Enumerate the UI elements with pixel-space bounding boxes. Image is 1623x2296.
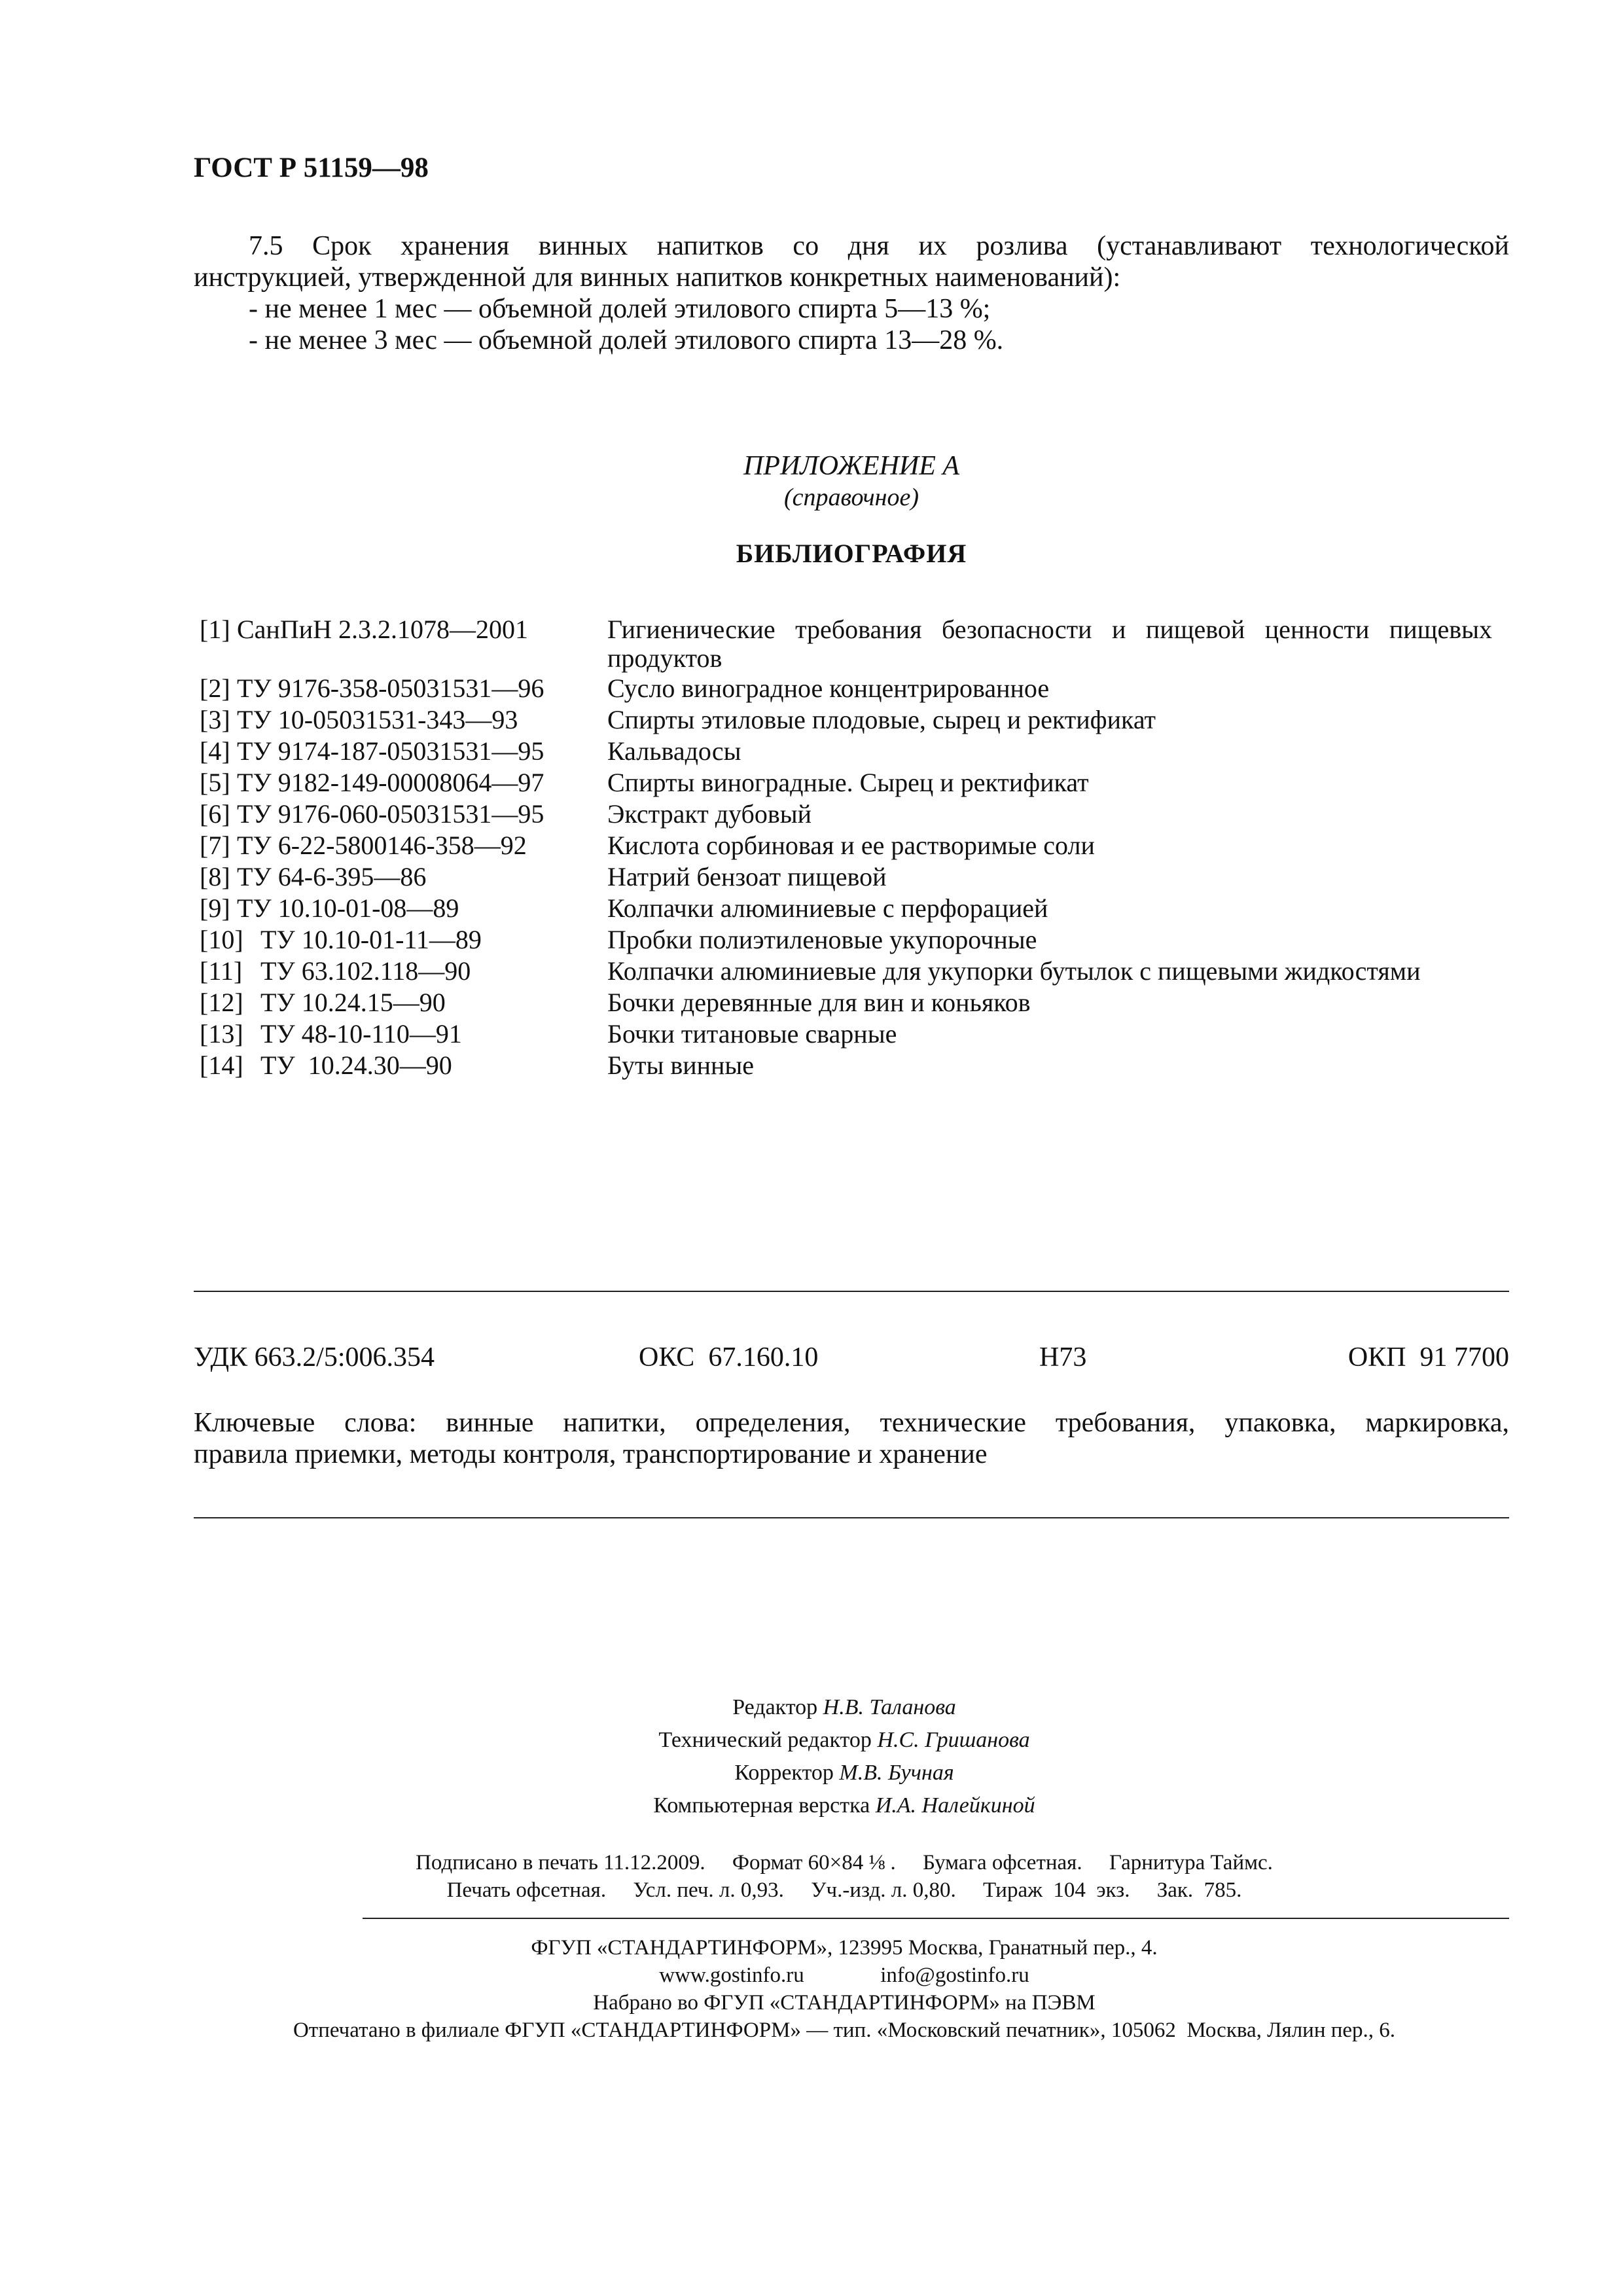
bib-title: Спирты этиловые плодовые, сырец и ректификат <box>607 705 1156 734</box>
bib-number: [7] <box>200 831 230 860</box>
standard-code: ГОСТ Р 51159—98 <box>194 152 429 183</box>
bib-title-continuation: продуктов <box>607 643 722 673</box>
bib-title: Пробки полиэтиленовые укупорочные <box>607 925 1037 954</box>
clause-7-5-line-2: инструкцией, утвержденной для винных напитков конкретных наименований): <box>194 262 1121 293</box>
bib-title: Сусло виноградное концентрированное <box>607 673 1050 703</box>
bib-number: [13] <box>200 1019 243 1049</box>
divider-rule <box>363 1918 1509 1919</box>
group-code: Н73 <box>1039 1342 1087 1372</box>
imprint-line-2: Печать офсетная. Усл. печ. л. 0,93. Уч.-изд. л. 0,80. Тираж 104 экз. Зак. 785. <box>446 1878 1242 1902</box>
bib-number: [14] <box>200 1050 243 1080</box>
bib-reference: ТУ 10.10-01-11—89 <box>260 925 482 954</box>
bib-title: Спирты виноградные. Сырец и ректификат <box>607 768 1089 797</box>
divider-rule <box>194 1291 1509 1292</box>
credit-person: Н.В. Таланова <box>823 1695 956 1719</box>
appendix-subtitle: (справочное) <box>783 484 919 511</box>
bib-number: [11] <box>200 956 243 986</box>
bib-reference: ТУ 6-22-5800146-358—92 <box>237 831 527 860</box>
credit-corrector <box>0 1761 1623 1785</box>
divider-rule <box>194 1517 1509 1518</box>
keywords-line-1: Ключевые слова: винные напитки, определения, технические требования, упаковка, маркировка, <box>194 1408 1509 1438</box>
credit-role: Технический редактор <box>658 1728 872 1752</box>
credit-role: Редактор <box>732 1695 818 1719</box>
clause-7-5-item-2: - не менее 3 мес — объемной долей этилового спирта 13—28 %. <box>249 325 1004 355</box>
credit-role: Компьютерная верстка <box>653 1793 870 1818</box>
keywords-line-2: правила приемки, методы контроля, транспортирование и хранение <box>194 1439 988 1469</box>
bib-title: Бочки деревянные для вин и коньяков <box>607 988 1031 1017</box>
publisher-email: info@gostinfo.ru <box>880 1964 1029 1987</box>
bib-reference: ТУ 9176-060-05031531—95 <box>237 799 544 829</box>
bib-title: Экстракт дубовый <box>607 799 812 829</box>
credit-person: Н.С. Гришанова <box>877 1728 1030 1752</box>
printed-note: Отпечатано в филиале ФГУП «СТАНДАРТИНФОРМ» — тип. «Московский печатник», 105062 Москва, Лялин пер., 6. <box>293 2018 1396 2042</box>
credit-role: Корректор <box>734 1761 834 1785</box>
bib-title: Кислота сорбиновая и ее растворимые соли <box>607 831 1095 860</box>
bib-reference: СанПиН 2.3.2.1078—2001 <box>237 615 529 644</box>
bib-reference: ТУ 9174-187-05031531—95 <box>237 736 544 766</box>
bib-reference: ТУ 63.102.118—90 <box>260 956 471 986</box>
clause-7-5-item-1: - не менее 1 мес — объемной долей этилового спирта 5—13 %; <box>249 294 991 324</box>
credit-editor <box>0 1695 1623 1720</box>
bib-number: [10] <box>200 925 243 954</box>
credit-person: М.В. Бучная <box>839 1761 954 1785</box>
bib-reference: ТУ 10-05031531-343—93 <box>237 705 518 734</box>
bib-reference: ТУ 9176-358-05031531—96 <box>237 673 544 703</box>
bib-number: [4] <box>200 736 230 766</box>
bib-title: Кальвадосы <box>607 736 741 766</box>
bib-reference: ТУ 10.24.15—90 <box>260 988 446 1017</box>
bib-title: Бочки титановые сварные <box>607 1019 897 1049</box>
udk-code: УДК 663.2/5:006.354 <box>194 1342 435 1372</box>
publisher-website: www.gostinfo.ru <box>659 1964 804 1987</box>
bib-title: Колпачки алюминиевые для укупорки бутылок с пищевыми жидкостями <box>607 956 1421 986</box>
bib-number: [12] <box>200 988 243 1017</box>
oks-code: ОКС 67.160.10 <box>639 1342 819 1372</box>
bib-number: [2] <box>200 673 230 703</box>
bibliography-heading: БИБЛИОГРАФИЯ <box>736 539 967 568</box>
bib-title: Гигиенические требования безопасности и пищевой ценности пищевых <box>607 615 1492 644</box>
bib-number: [9] <box>200 893 230 923</box>
appendix-title: ПРИЛОЖЕНИЕ А <box>743 451 960 481</box>
bib-number: [6] <box>200 799 230 829</box>
publisher-address: ФГУП «СТАНДАРТИНФОРМ», 123995 Москва, Гранатный пер., 4. <box>531 1936 1158 1960</box>
bib-title: Натрий бензоат пищевой <box>607 862 887 891</box>
publisher-contacts <box>0 1964 1623 1988</box>
bib-title: Колпачки алюминиевые с перфорацией <box>607 893 1048 923</box>
okp-code: ОКП 91 7700 <box>1347 1342 1509 1372</box>
bib-title: Буты винные <box>607 1050 755 1080</box>
bib-number: [1] <box>200 615 230 644</box>
bib-reference: ТУ 10.10-01-08—89 <box>237 893 459 923</box>
bib-number: [8] <box>200 862 230 891</box>
credit-layout <box>0 1793 1623 1818</box>
bib-number: [3] <box>200 705 230 734</box>
credit-person: И.А. Налейкиной <box>875 1793 1035 1818</box>
typeset-note: Набрано во ФГУП «СТАНДАРТИНФОРМ» на ПЭВМ <box>593 1991 1096 2015</box>
credit-tech-editor <box>0 1728 1623 1753</box>
bib-reference: ТУ 48-10-110—91 <box>260 1019 462 1049</box>
bib-number: [5] <box>200 768 230 797</box>
bib-reference: ТУ 9182-149-00008064—97 <box>237 768 544 797</box>
imprint-line-1: Подписано в печать 11.12.2009. Формат 60×84 ⅛ . Бумага офсетная. Гарнитура Таймс. <box>416 1851 1273 1874</box>
bib-reference: ТУ 64-6-395—86 <box>237 862 427 891</box>
bib-reference: ТУ 10.24.30—90 <box>260 1050 452 1080</box>
clause-7-5-line-1: 7.5 Срок хранения винных напитков со дня их розлива (устанавливают технологической <box>249 231 1509 261</box>
